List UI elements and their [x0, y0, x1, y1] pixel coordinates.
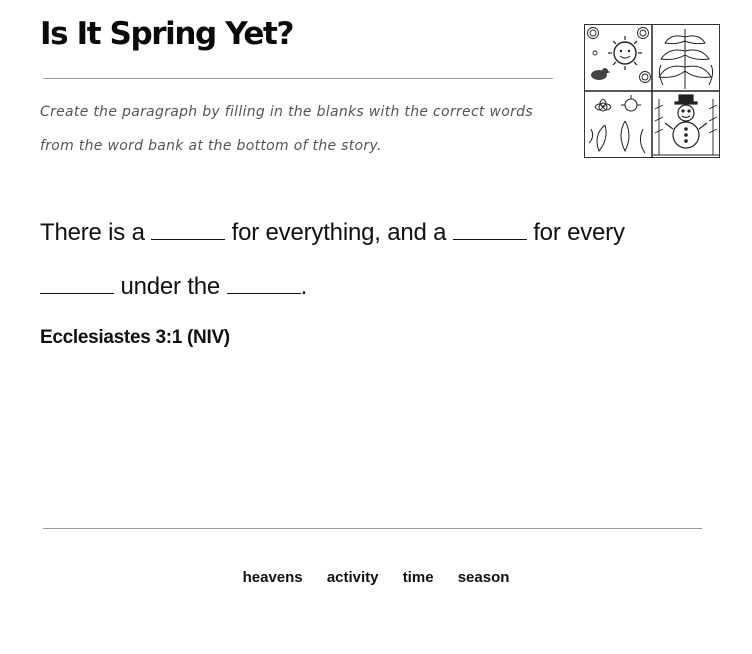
- word-bank-item: heavens: [242, 569, 303, 586]
- story-text-5: .: [300, 273, 308, 300]
- word-bank-item: time: [402, 569, 434, 586]
- spring-illustration: [584, 24, 720, 158]
- blank-2[interactable]: [453, 219, 527, 240]
- instructions: Create the paragraph by filling in the blanks with the correct words from the word bank at the bottom of the story.: [40, 104, 533, 154]
- blank-1[interactable]: [151, 219, 225, 240]
- story-text-2: for everything, and a: [225, 219, 453, 246]
- word-bank-divider: [43, 528, 702, 529]
- story-text-1: There is a: [40, 219, 152, 246]
- page-title: Is It Spring Yet?: [40, 16, 294, 52]
- word-bank-item: activity: [326, 569, 379, 586]
- word-bank-item: season: [457, 569, 510, 586]
- word-bank: [0, 569, 752, 586]
- scripture-citation: Ecclesiastes 3:1 (NIV): [40, 327, 230, 348]
- blank-3[interactable]: [40, 273, 114, 294]
- blank-4[interactable]: [227, 273, 301, 294]
- story-text-3: for every: [526, 219, 625, 246]
- story-paragraph: [40, 206, 680, 314]
- title-divider: [43, 78, 553, 79]
- story-text-4: under the: [114, 273, 227, 300]
